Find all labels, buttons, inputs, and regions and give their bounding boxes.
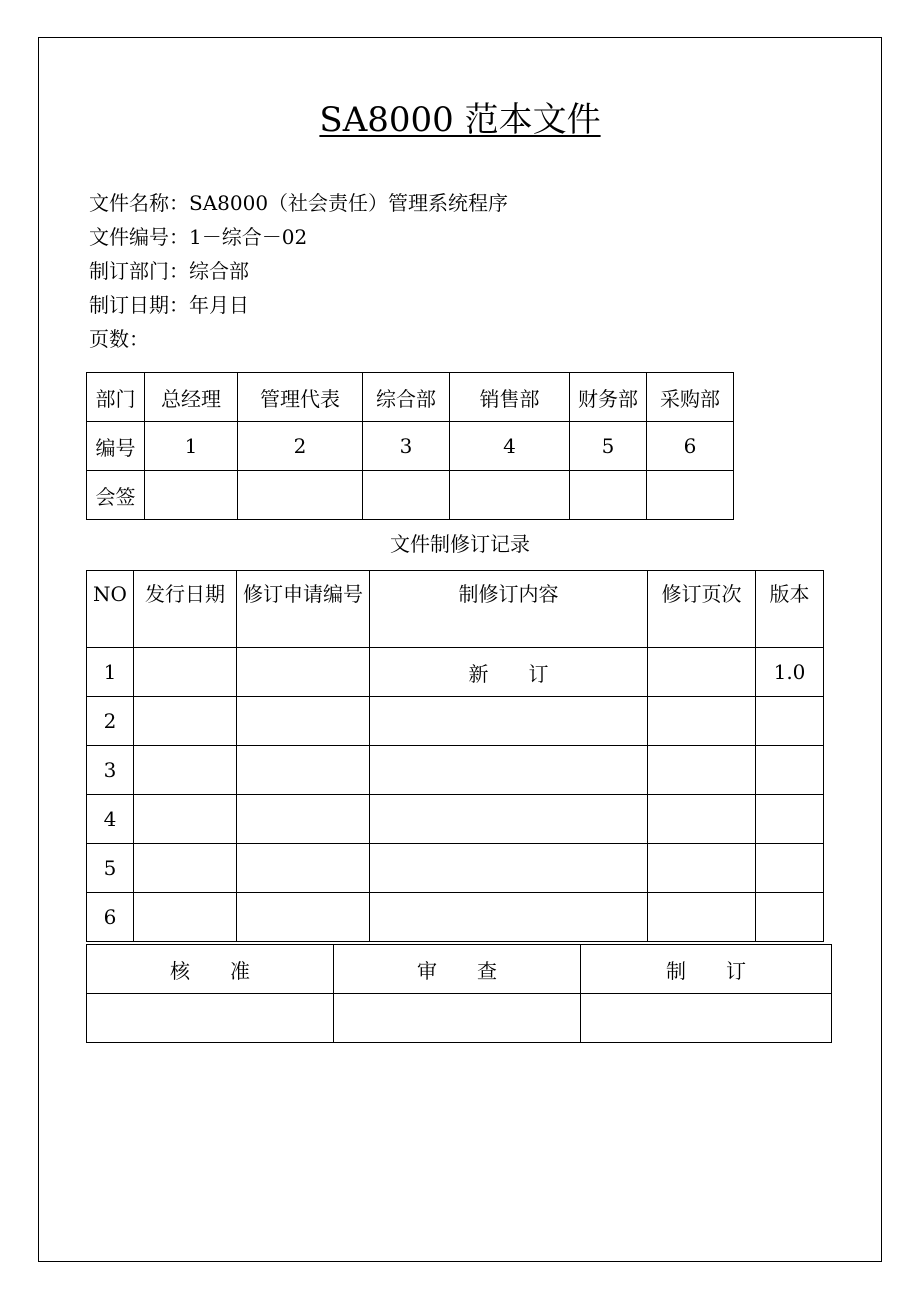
row-no: 6 — [87, 893, 134, 942]
table-row — [87, 373, 734, 422]
header-revised-pages: 修订页次 — [648, 571, 756, 648]
table-row — [87, 994, 832, 1043]
meta-date: 制订日期：年月日 — [89, 293, 249, 317]
number-cell: 2 — [238, 422, 363, 471]
prepare-header: 制 订 — [581, 945, 832, 994]
row-no: 1 — [87, 648, 134, 697]
document-title: SA8000 范本文件 — [319, 100, 601, 140]
number-cell: 3 — [363, 422, 450, 471]
review-header: 审 查 — [334, 945, 581, 994]
header-version: 版本 — [756, 571, 824, 648]
revised-pages-cell — [648, 844, 756, 893]
content-cell — [370, 844, 648, 893]
version-cell — [756, 795, 824, 844]
meta-department: 制订部门：综合部 — [89, 259, 249, 283]
version-cell: 1.0 — [756, 648, 824, 697]
table-row — [87, 893, 824, 942]
revision-record-table — [86, 570, 824, 942]
request-number-cell — [237, 893, 370, 942]
issue-date-cell — [134, 795, 237, 844]
signature-cell — [647, 471, 734, 520]
table-row — [87, 648, 824, 697]
content-cell — [370, 893, 648, 942]
header-no: NO — [87, 571, 134, 648]
department-cell: 总经理 — [145, 373, 238, 422]
revised-pages-cell — [648, 648, 756, 697]
version-cell — [756, 893, 824, 942]
table-header-row — [87, 945, 832, 994]
table-row — [87, 422, 734, 471]
row-label: 编号 — [87, 422, 145, 471]
signature-cell — [238, 471, 363, 520]
table-row — [87, 844, 824, 893]
signature-cell — [450, 471, 570, 520]
issue-date-cell — [134, 746, 237, 795]
table-row — [87, 471, 734, 520]
revised-pages-cell — [648, 746, 756, 795]
version-cell — [756, 844, 824, 893]
document-meta — [89, 186, 508, 356]
revision-caption: 文件制修订记录 — [390, 532, 530, 556]
number-cell: 6 — [647, 422, 734, 471]
row-no: 5 — [87, 844, 134, 893]
request-number-cell — [237, 795, 370, 844]
issue-date-cell — [134, 648, 237, 697]
issue-date-cell — [134, 844, 237, 893]
revised-pages-cell — [648, 795, 756, 844]
number-cell: 5 — [570, 422, 647, 471]
content-cell — [370, 795, 648, 844]
issue-date-cell — [134, 893, 237, 942]
table-row — [87, 697, 824, 746]
version-cell — [756, 746, 824, 795]
row-label: 部门 — [87, 373, 145, 422]
department-cell: 财务部 — [570, 373, 647, 422]
request-number-cell — [237, 844, 370, 893]
department-cell: 管理代表 — [238, 373, 363, 422]
department-cell: 综合部 — [363, 373, 450, 422]
header-issue-date: 发行日期 — [134, 571, 237, 648]
row-no: 3 — [87, 746, 134, 795]
approve-header: 核 准 — [87, 945, 334, 994]
issue-date-cell — [134, 697, 237, 746]
meta-file-name: 文件名称：SA8000（社会责任）管理系统程序 — [89, 191, 509, 215]
request-number-cell — [237, 746, 370, 795]
table-row — [87, 795, 824, 844]
request-number-cell — [237, 697, 370, 746]
row-label: 会签 — [87, 471, 145, 520]
header-request-number: 修订申请编号 — [237, 571, 370, 648]
version-cell — [756, 697, 824, 746]
content-cell — [370, 697, 648, 746]
revised-pages-cell — [648, 893, 756, 942]
content-cell — [370, 746, 648, 795]
review-signature-cell — [334, 994, 581, 1043]
signature-cell — [145, 471, 238, 520]
table-row — [87, 746, 824, 795]
number-cell: 1 — [145, 422, 238, 471]
revised-pages-cell — [648, 697, 756, 746]
approval-table — [86, 944, 832, 1043]
number-cell: 4 — [450, 422, 570, 471]
content-cell: 新 订 — [370, 648, 648, 697]
approve-signature-cell — [87, 994, 334, 1043]
row-no: 2 — [87, 697, 134, 746]
header-content: 制修订内容 — [370, 571, 648, 648]
request-number-cell — [237, 648, 370, 697]
prepare-signature-cell — [581, 994, 832, 1043]
department-cell: 采购部 — [647, 373, 734, 422]
meta-pages: 页数： — [89, 327, 149, 351]
department-signoff-table — [86, 372, 734, 520]
table-header-row — [87, 571, 824, 648]
row-no: 4 — [87, 795, 134, 844]
signature-cell — [570, 471, 647, 520]
department-cell: 销售部 — [450, 373, 570, 422]
signature-cell — [363, 471, 450, 520]
meta-file-number: 文件编号：1－综合－02 — [89, 225, 308, 249]
